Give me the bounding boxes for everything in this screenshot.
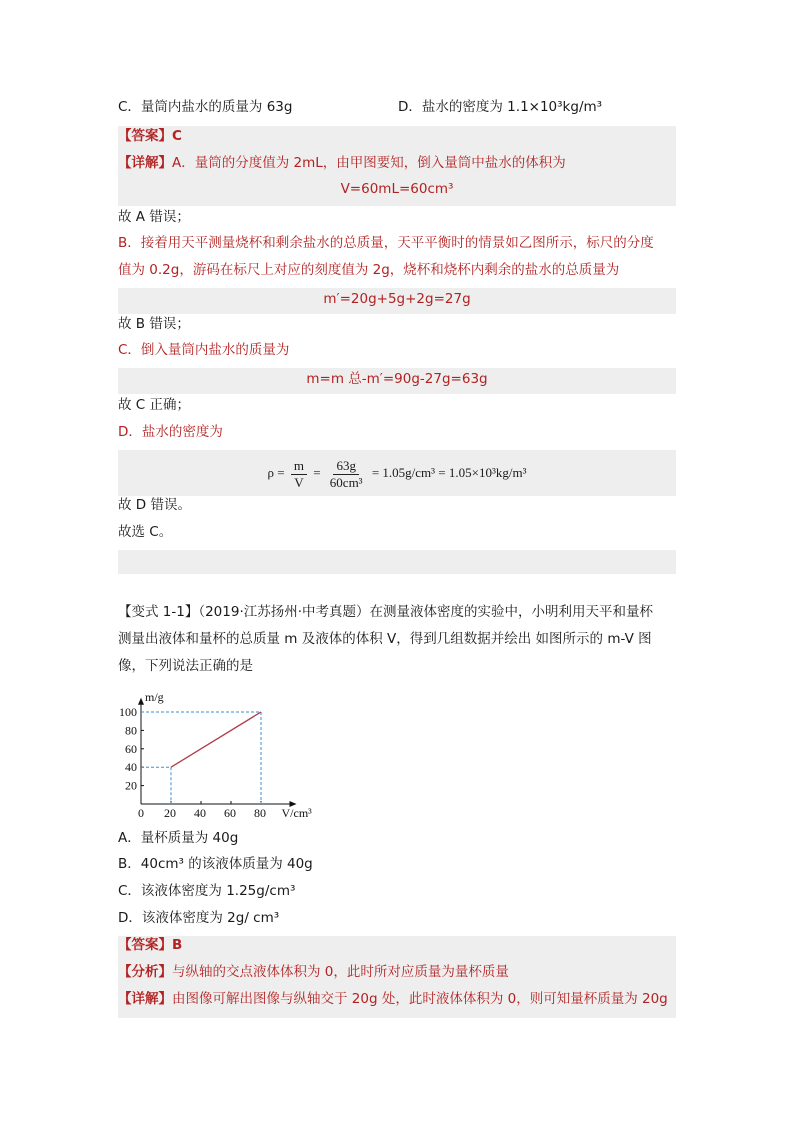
formula-mass-poured: m=m 总-m′=90g-27g=63g (306, 371, 488, 387)
y-tick-label: 40 (125, 760, 137, 775)
option-d-top: D．盐水的密度为 1.1×10³kg/m³ (398, 99, 603, 115)
y-tick-label: 20 (125, 778, 137, 793)
y-tick-label: 60 (125, 741, 137, 756)
q2-option-a: A．量杯质量为 40g (118, 830, 239, 846)
detail-b-line-2: 值为 0.2g，游码在标尺上对应的刻度值为 2g，烧杯和烧杯内剩余的盐水的总质量为 (118, 262, 620, 278)
fraction-63-over-60: $\frac{63g}{\text{60cm³}}$ (329, 457, 363, 490)
detail-b-line-1: B．接着用天平测量烧杯和剩余盐水的总质量，天平平衡时的情景如乙图所示，标尺的分度 (118, 235, 654, 251)
y-axis-label: m/g (145, 689, 164, 704)
x-tick-label: 60 (224, 806, 236, 820)
q2-stem-2: 测量出液体和量杯的总质量 m 及液体的体积 V，得到几组数据并绘出 如图所示的 m-V 图 (118, 631, 652, 647)
x-tick-label: 20 (164, 806, 176, 820)
series-line (171, 712, 261, 767)
q2-stem-1: 【变式 1-1】（2019·江苏扬州·中考真题）在测量液体密度的实验中，小明利用天平和量杯 (118, 604, 654, 620)
detail-c-line: C．倒入量筒内盐水的质量为 (118, 342, 290, 358)
x-tick-label: 80 (254, 806, 266, 820)
q2-answer-line: 【答案】B (118, 937, 183, 953)
empty-shade (118, 550, 676, 574)
q2-option-b: B．40cm³ 的该液体质量为 40g (118, 856, 313, 872)
detail-d-line: D．盐水的密度为 (118, 424, 223, 440)
q2-analysis-line: 【分析】与纵轴的交点液体体积为 0，此时所对应质量为量杯质量 (118, 964, 509, 980)
result-d: 故 D 错误。 (118, 497, 191, 513)
result-a: 故 A 错误； (118, 209, 190, 225)
formula-mass-remaining: m′=20g+5g+2g=27g (323, 291, 471, 307)
formula-volume: V=60mL=60cm³ (340, 181, 454, 197)
final-choice: 故选 C。 (118, 524, 173, 540)
fraction-m-over-v: $\frac{m}{V}$ (291, 458, 307, 491)
result-c: 故 C 正确； (118, 397, 191, 413)
detail-a-line: 【详解】A．量筒的分度值为 2mL，由甲图要知，倒入量筒中盐水的体积为 (118, 155, 566, 171)
x-axis-label: V/cm³ (281, 806, 312, 820)
q2-detail-line: 【详解】由图像可解出图像与纵轴交于 20g 处，此时液体体积为 0，则可知量杯质量为 20g (118, 991, 668, 1007)
formula-density: ρ = $\frac{m}{V}$ = $\frac{63g}{\text{60cm³}}$ = 1.05g/cm³ = 1.05×10³kg/m³ (267, 457, 527, 490)
y-tick-label: 80 (125, 723, 137, 738)
q2-option-d: D．该液体密度为 2g/ cm³ (118, 910, 280, 926)
answer-line: 【答案】C (118, 128, 182, 144)
option-c-top: C．量筒内盐水的质量为 63g (118, 99, 293, 115)
origin-label: 0 (138, 806, 144, 820)
y-tick-label: 100 (119, 705, 137, 719)
x-tick-label: 40 (194, 806, 206, 820)
q2-option-c: C．该液体密度为 1.25g/cm³ (118, 883, 296, 899)
q2-stem-3: 像，下列说法正确的是 (118, 658, 253, 674)
m-v-chart (118, 680, 368, 820)
result-b: 故 B 错误； (118, 316, 190, 332)
